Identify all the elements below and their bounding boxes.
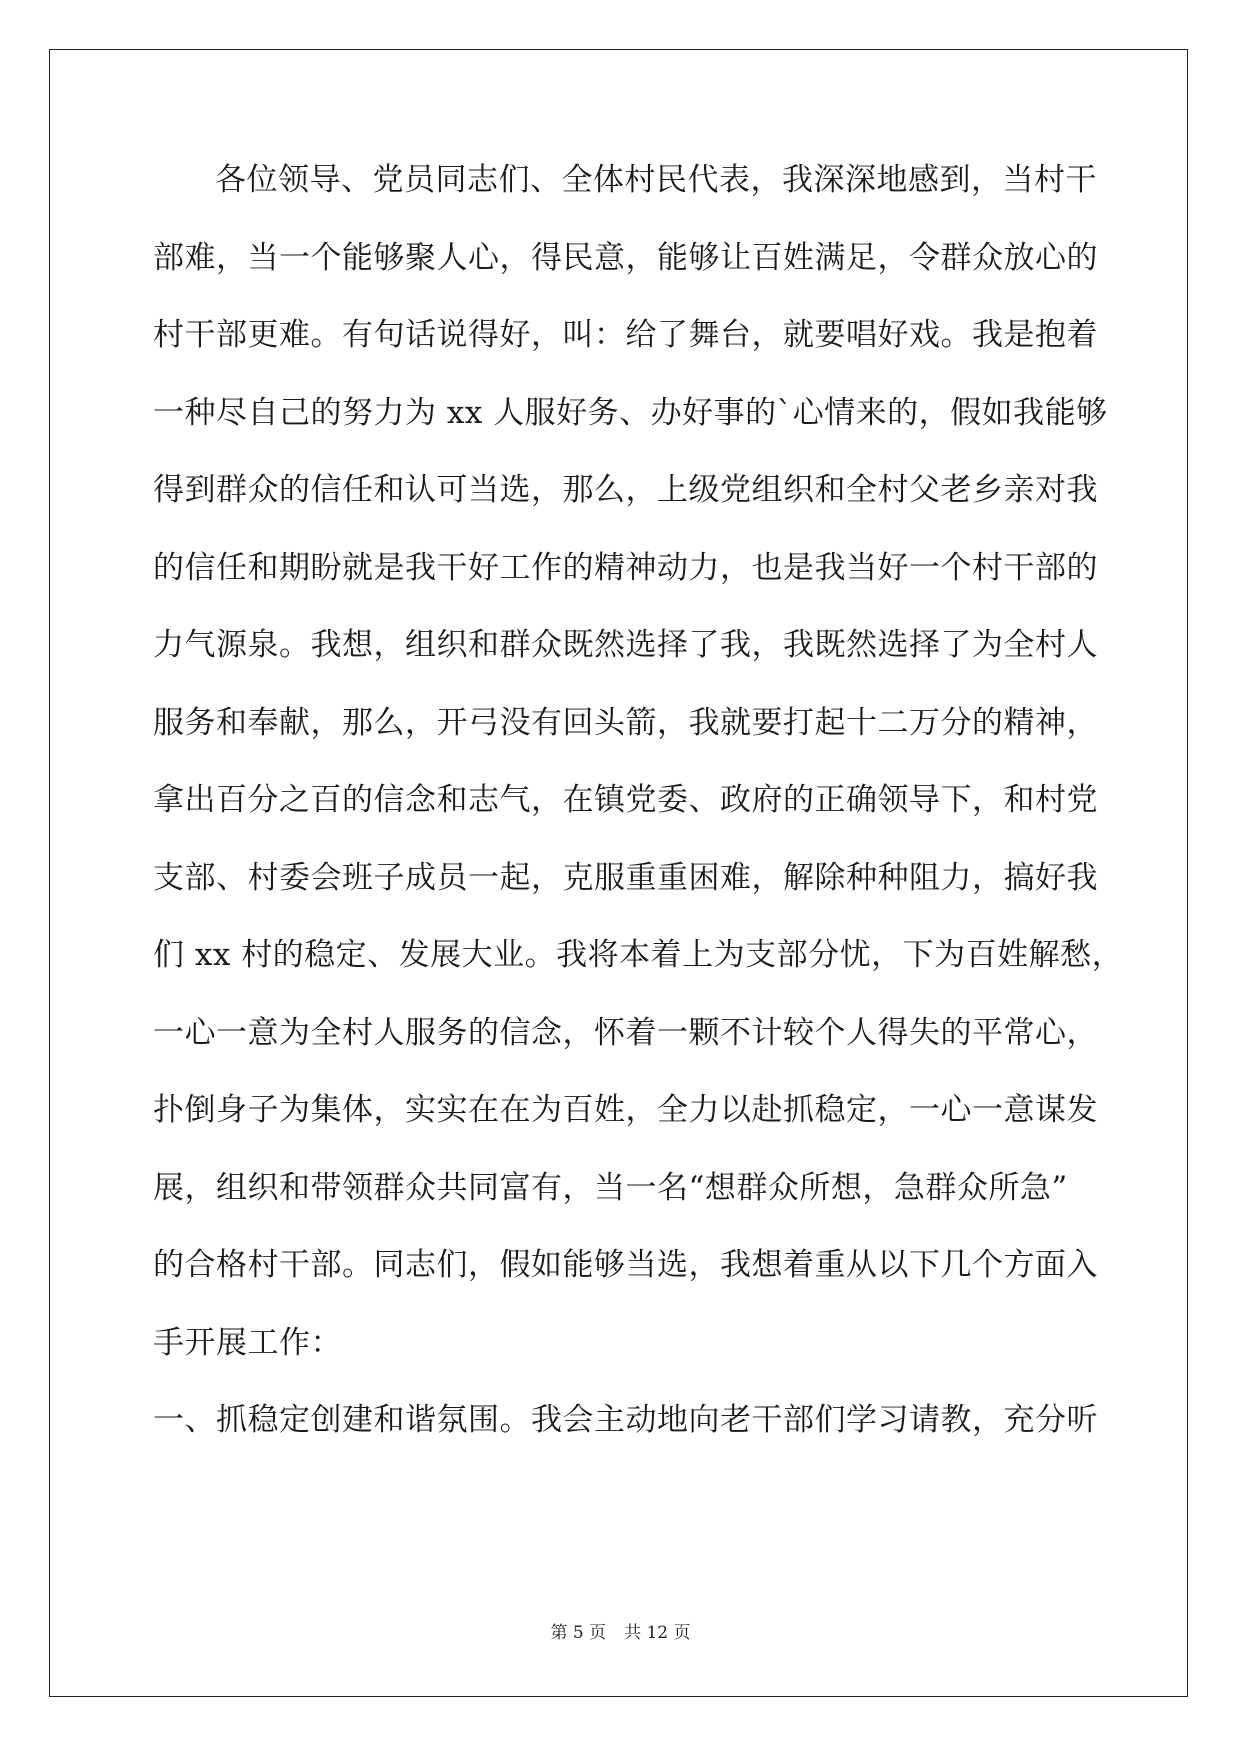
text-line: 支部、村委会班子成员一起，克服重重困难，解除种种阻力，搞好我 xyxy=(153,859,1098,896)
text-line: 服务和奉献，那么，开弓没有回头箭，我就要打起十二万分的精神， xyxy=(153,704,1098,741)
text-line: 一种尽自己的努力为 xx 人服好务、办好事的`心情来的，假如我能够 xyxy=(153,394,1108,431)
text-line: 展，组织和带领群众共同富有，当一名“想群众所想，急群众所急” xyxy=(153,1169,1068,1206)
text-line: 村干部更难。有句话说得好，叫：给了舞台，就要唱好戏。我是抱着 xyxy=(153,317,1098,353)
text-line: 得到群众的信任和认可当选，那么，上级党组织和全村父老乡亲对我 xyxy=(153,472,1098,508)
text-line: 们 xx 村的稳定、发展大业。我将本着上为支部分忧，下为百姓解愁， xyxy=(153,937,1124,973)
text-line: 部难，当一个能够聚人心，得民意，能够让百姓满足，令群众放心的 xyxy=(153,239,1098,276)
text-line: 一、抓稳定创建和谐氛围。我会主动地向老干部们学习请教，充分听 xyxy=(153,1402,1098,1438)
text-line: 力气源泉。我想，组织和群众既然选择了我，我既然选择了为全村人 xyxy=(153,627,1098,663)
text-line: 拿出百分之百的信念和志气，在镇党委、政府的正确领导下，和村党 xyxy=(153,782,1098,818)
text-line: 一心一意为全村人服务的信念，怀着一颗不计较个人得失的平常心， xyxy=(153,1014,1098,1051)
document-body xyxy=(153,160,1124,1478)
text-line: 各位领导、党员同志们、全体村民代表，我深深地感到，当村干 xyxy=(215,162,1097,198)
page-footer xyxy=(0,1618,1241,1643)
page-number-current: 第 5 页 xyxy=(550,1623,607,1643)
text-line: 手开展工作： xyxy=(153,1324,342,1361)
page-number-total: 共 12 页 xyxy=(624,1623,691,1643)
text-line: 的合格村干部。同志们，假如能够当选，我想着重从以下几个方面入 xyxy=(153,1247,1098,1283)
text-line: 的信任和期盼就是我干好工作的精神动力，也是我当好一个村干部的 xyxy=(153,549,1098,586)
text-line: 扑倒身子为集体，实实在在为百姓，全力以赴抓稳定，一心一意谋发 xyxy=(153,1092,1098,1128)
